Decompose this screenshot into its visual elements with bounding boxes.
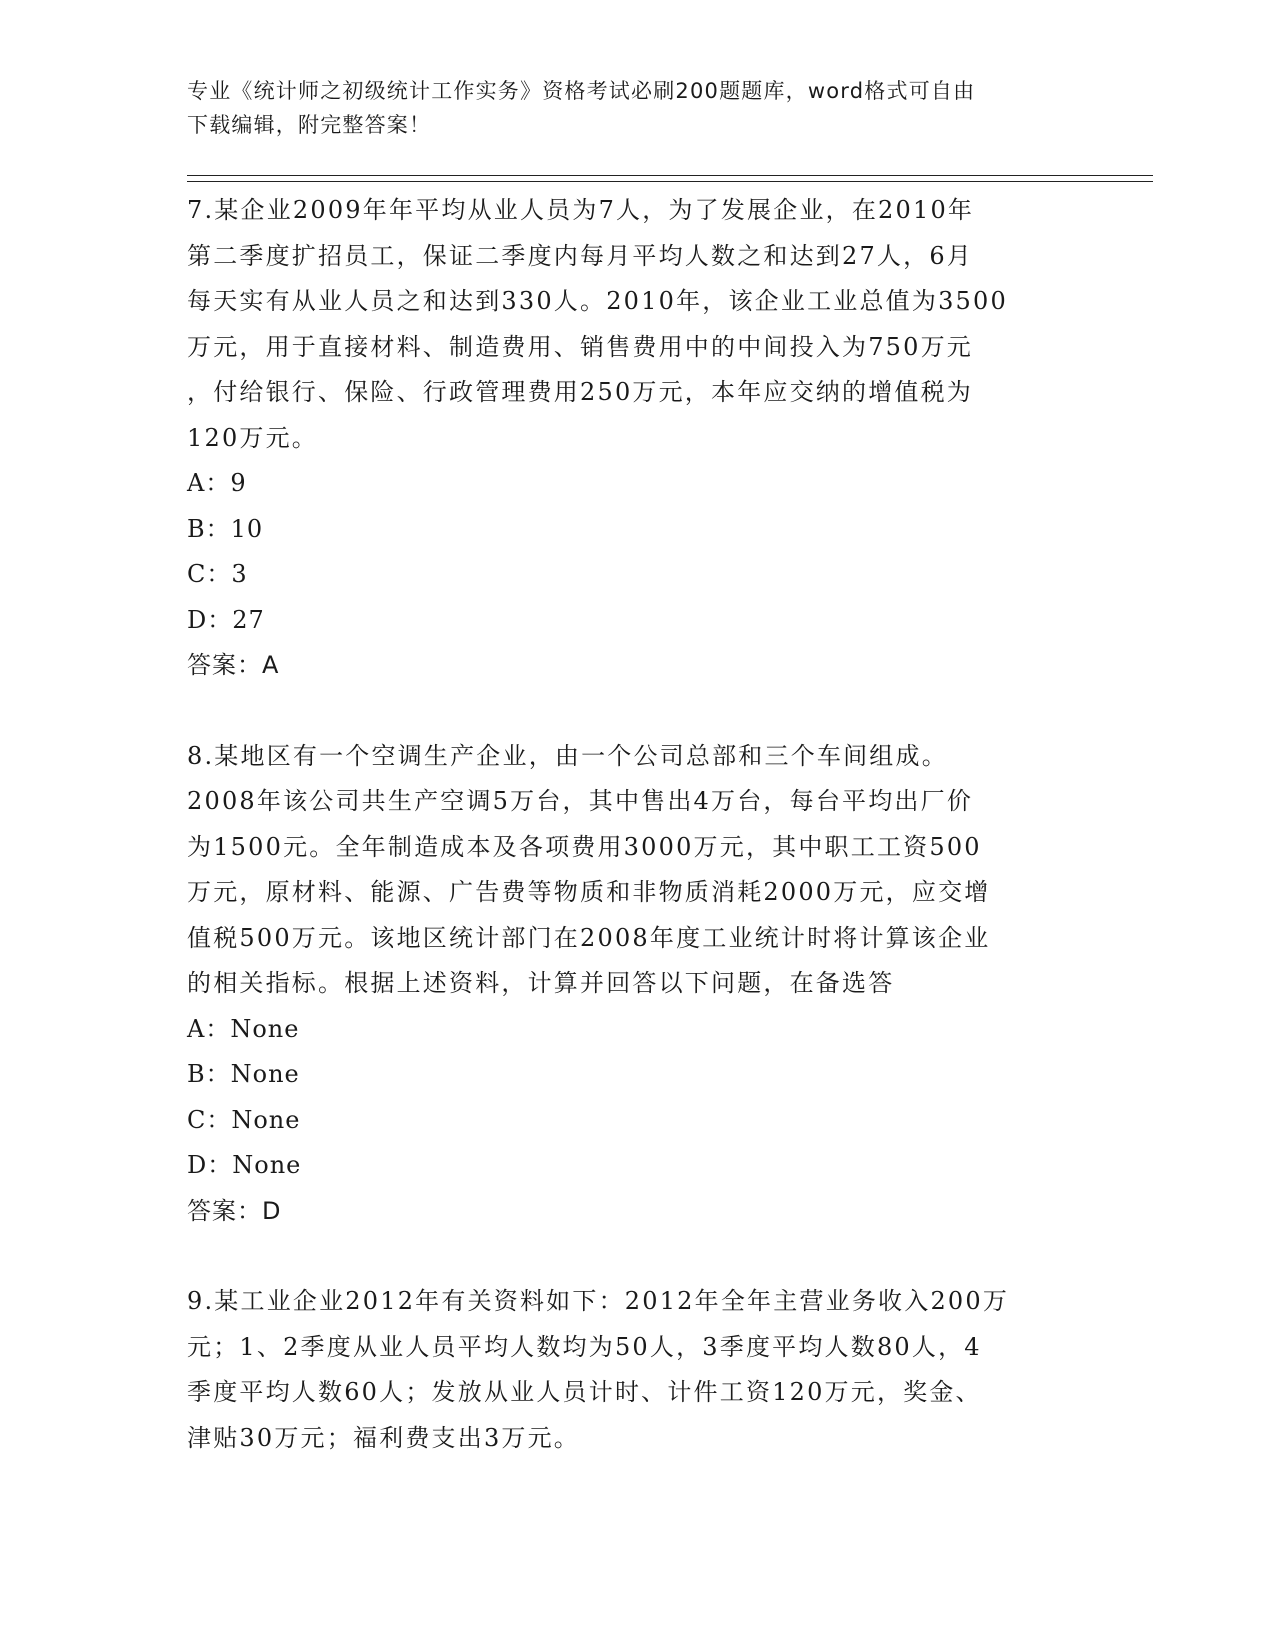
question-7 <box>187 188 1082 689</box>
question-8-stem-line: 2008年该公司共生产空调5万台，其中售出4万台，每台平均出厂价 <box>187 787 974 815</box>
question-8-option-a: A：None <box>187 1014 300 1043</box>
question-7-option-b: B：10 <box>187 514 264 543</box>
document-header <box>187 74 1087 142</box>
question-7-stem-line: 万元，用于直接材料、制造费用、销售费用中的中间投入为750万元 <box>187 332 974 361</box>
question-7-stem-line: ，付给银行、保险、行政管理费用250万元，本年应交纳的增值税为 <box>187 378 974 406</box>
question-9-stem-line: 9.某工业企业2012年有关资料如下：2012年全年主营业务收入200万 <box>187 1287 1010 1315</box>
header-divider-bottom <box>187 181 1153 182</box>
question-spacer <box>187 689 1082 734</box>
question-9 <box>187 1279 1082 1461</box>
question-9-stem-line: 季度平均人数60人；发放从业人员计时、计件工资120万元，奖金、 <box>187 1378 982 1406</box>
question-9-stem-line: 元；1、2季度从业人员平均人数均为50人，3季度平均人数80人，4 <box>187 1332 982 1361</box>
question-7-stem-line: 120万元。 <box>187 423 319 452</box>
question-8-stem-line: 8.某地区有一个空调生产企业，由一个公司总部和三个车间组成。 <box>187 741 948 770</box>
question-7-option-d: D：27 <box>187 605 265 634</box>
question-7-option-c: C：3 <box>187 560 248 588</box>
question-8-stem-line: 值税500万元。该地区统计部门在2008年度工业统计时将计算该企业 <box>187 923 991 952</box>
question-8-option-c: C：None <box>187 1105 301 1134</box>
question-7-option-a: A：9 <box>187 469 247 497</box>
question-7-stem-line: 7.某企业2009年年平均从业人员为7人，为了发展企业，在2010年 <box>187 196 975 224</box>
header-line-1: 专业《统计师之初级统计工作实务》资格考试必刷200题题库，word格式可自由 <box>187 79 976 103</box>
question-8-option-d: D：None <box>187 1151 302 1179</box>
question-7-stem-line: 每天实有从业人员之和达到330人。2010年，该企业工业总值为3500 <box>187 287 1008 315</box>
question-8-stem-line: 为1500元。全年制造成本及各项费用3000万元，其中职工工资500 <box>187 832 982 861</box>
question-9-stem-line: 津贴30万元；福利费支出3万元。 <box>187 1423 581 1452</box>
question-8-stem-line: 的相关指标。根据上述资料，计算并回答以下问题，在备选答 <box>187 969 895 997</box>
question-8-answer: 答案：D <box>187 1196 282 1225</box>
question-8-option-b: B：None <box>187 1060 300 1088</box>
question-list <box>187 188 1082 1461</box>
question-8-stem-line: 万元，原材料、能源、广告费等物质和非物质消耗2000万元，应交增 <box>187 878 991 906</box>
question-spacer <box>187 1234 1082 1279</box>
question-8 <box>187 734 1082 1235</box>
question-7-answer: 答案：A <box>187 651 280 679</box>
header-line-2: 下载编辑，附完整答案！ <box>187 113 432 137</box>
header-divider-top <box>187 175 1153 176</box>
question-7-stem-line: 第二季度扩招员工，保证二季度内每月平均人数之和达到27人，6月 <box>187 241 974 270</box>
